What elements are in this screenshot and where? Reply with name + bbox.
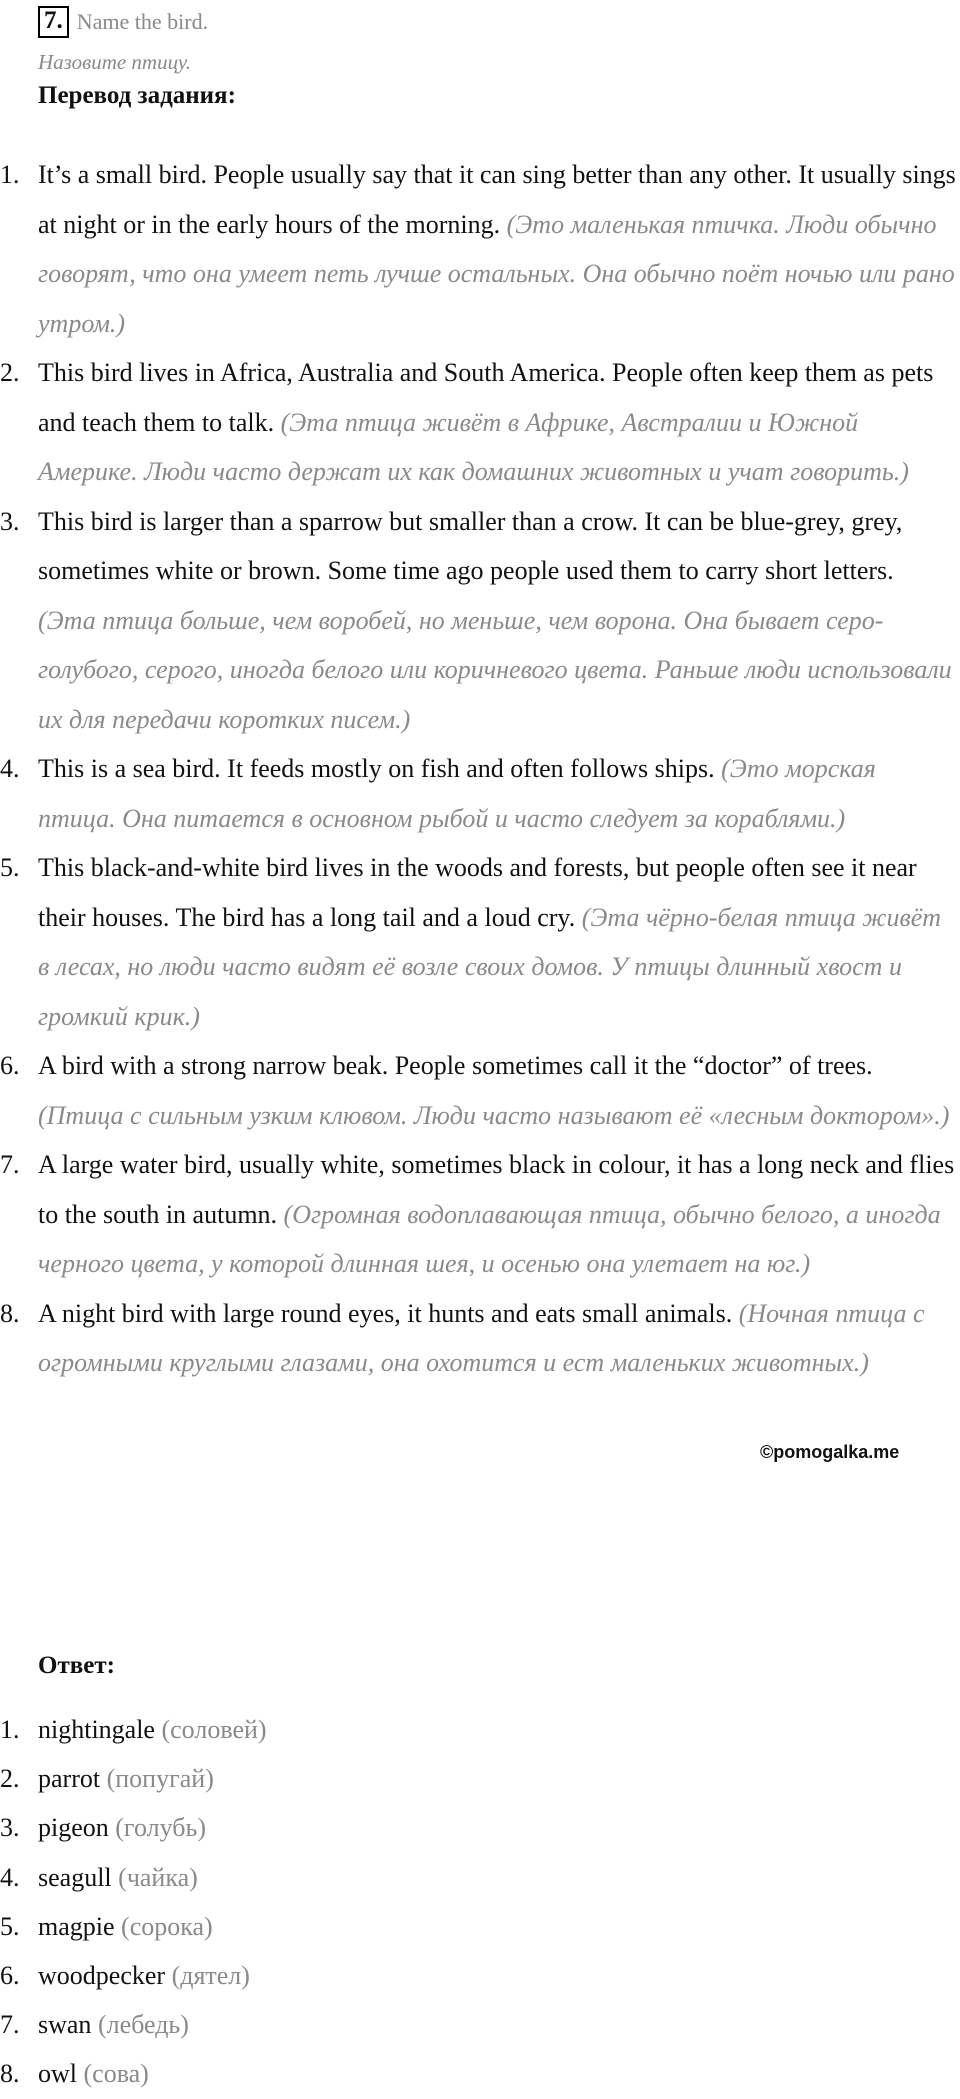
task-title: Name the bird. [76,9,209,34]
answer-number: 4. [0,1862,20,1892]
answer-item [0,2000,960,2049]
answer-translation: (попугай) [106,1764,214,1794]
question-item [0,843,960,1041]
question-item [0,348,960,497]
question-item [0,1041,960,1140]
translation-heading: Перевод задания: [38,82,236,109]
question-translation: (Эта чёрно-белая птица живёт в лесах, но люди часто видят её возле своих домов. У птицы длинный хвост и громкий крик.) [38,902,942,1031]
answer-number: 5. [0,1911,20,1941]
answer-number: 2. [0,1764,20,1794]
answer-number: 1. [0,1715,20,1744]
question-translation: (Птица с сильным узким клювом. Люди часто называют её «лесным доктором».) [38,1100,950,1130]
question-item [0,150,960,348]
answer-translation: (дятел) [171,1961,250,1991]
answer-word: pigeon [38,1813,109,1843]
question-text: A night bird with large round eyes, it hunts and eats small animals. [38,1298,733,1328]
answer-item [0,1705,960,1754]
answer-number: 7. [0,2010,20,2040]
answer-item [0,1754,960,1803]
question-item [0,744,960,843]
question-text: This black-and-white bird lives in the woods and forests, but people often see it near their houses. The bird has a long tail and a loud cry. [38,853,917,932]
question-number: 3. [0,506,20,536]
answer-item [0,2049,960,2098]
answer-item [0,1853,960,1902]
answer-number: 6. [0,1961,20,1991]
question-list [0,150,960,1388]
task-subtitle: Назовите птицу. [38,50,192,74]
answer-word: swan [38,2010,92,2040]
question-text: A bird with a strong narrow beak. People sometimes call it the “doctor” of trees. [38,1051,873,1080]
answer-number: 3. [0,1813,20,1843]
answer-item [0,1902,960,1951]
answer-heading: Ответ: [38,1652,115,1679]
question-number: 8. [0,1298,20,1328]
answer-word: woodpecker [38,1961,166,1991]
question-number: 2. [0,358,20,387]
task-number: 7. [38,6,69,38]
question-translation: (Это маленькая птичка. Люди обычно говорят, что она умеет петь лучше остальных. Она обычно поёт ночью или рано утром.) [38,209,955,338]
answer-translation: (чайка) [118,1862,198,1892]
answer-word: magpie [38,1911,115,1941]
answer-word: parrot [38,1764,101,1794]
answer-item [0,1803,960,1852]
watermark: ©pomogalka.me [760,1442,900,1462]
question-text: This bird lives in Africa, Australia and South America. People often keep them as pets and teach them to talk. [38,358,934,437]
answer-translation: (голубь) [115,1813,206,1843]
answer-translation: (лебедь) [97,2010,189,2040]
question-number: 5. [0,853,20,882]
question-item [0,497,960,745]
answer-number: 8. [0,2059,20,2089]
question-translation: (Огромная водоплавающая птица, обычно белого, а иногда черного цвета, у которой длинная шея, и осенью она улетает на юг.) [38,1199,941,1278]
answer-translation: (соловей) [161,1715,267,1744]
question-item [0,1140,960,1289]
question-text: This bird is larger than a sparrow but smaller than a crow. It can be blue-grey, grey, sometimes white or brown. Some time ago people used them to carry short letters. [38,506,903,585]
question-text: This is a sea bird. It feeds mostly on fish and often follows ships. [38,754,715,783]
task-header [38,6,208,38]
answer-word: nightingale [38,1715,155,1744]
question-translation: (Ночная птица с огромными круглыми глазами, она охотится и ест маленьких животных.) [38,1298,925,1377]
answer-word: seagull [38,1862,112,1892]
question-number: 1. [0,160,20,189]
question-translation: (Эта птица живёт в Африке, Австралии и Южной Америке. Люди часто держат их как домашних животных и учат говорить.) [38,407,909,486]
answer-item [0,1951,960,2000]
question-number: 6. [0,1051,20,1080]
question-translation: (Это морская птица. Она питается в основном рыбой и часто следует за кораблями.) [38,754,876,833]
answer-translation: (сова) [83,2059,149,2089]
question-text: It’s a small bird. People usually say that it can sing better than any other. It usually sings at night or in the early hours of the morning. [38,160,956,239]
question-item [0,1289,960,1388]
question-text: A large water bird, usually white, sometimes black in colour, it has a long neck and flies to the south in autumn. [38,1150,955,1229]
answer-list [0,1705,960,2099]
question-translation: (Эта птица больше, чем воробей, но меньше, чем ворона. Она бывает серо-голубого, серого, иногда белого или коричневого цвета. Раньше люди использовали их для передачи коротких писем.) [38,605,952,734]
question-number: 4. [0,754,20,783]
answer-word: owl [38,2059,77,2089]
question-number: 7. [0,1150,20,1179]
answer-translation: (сорока) [121,1911,213,1941]
